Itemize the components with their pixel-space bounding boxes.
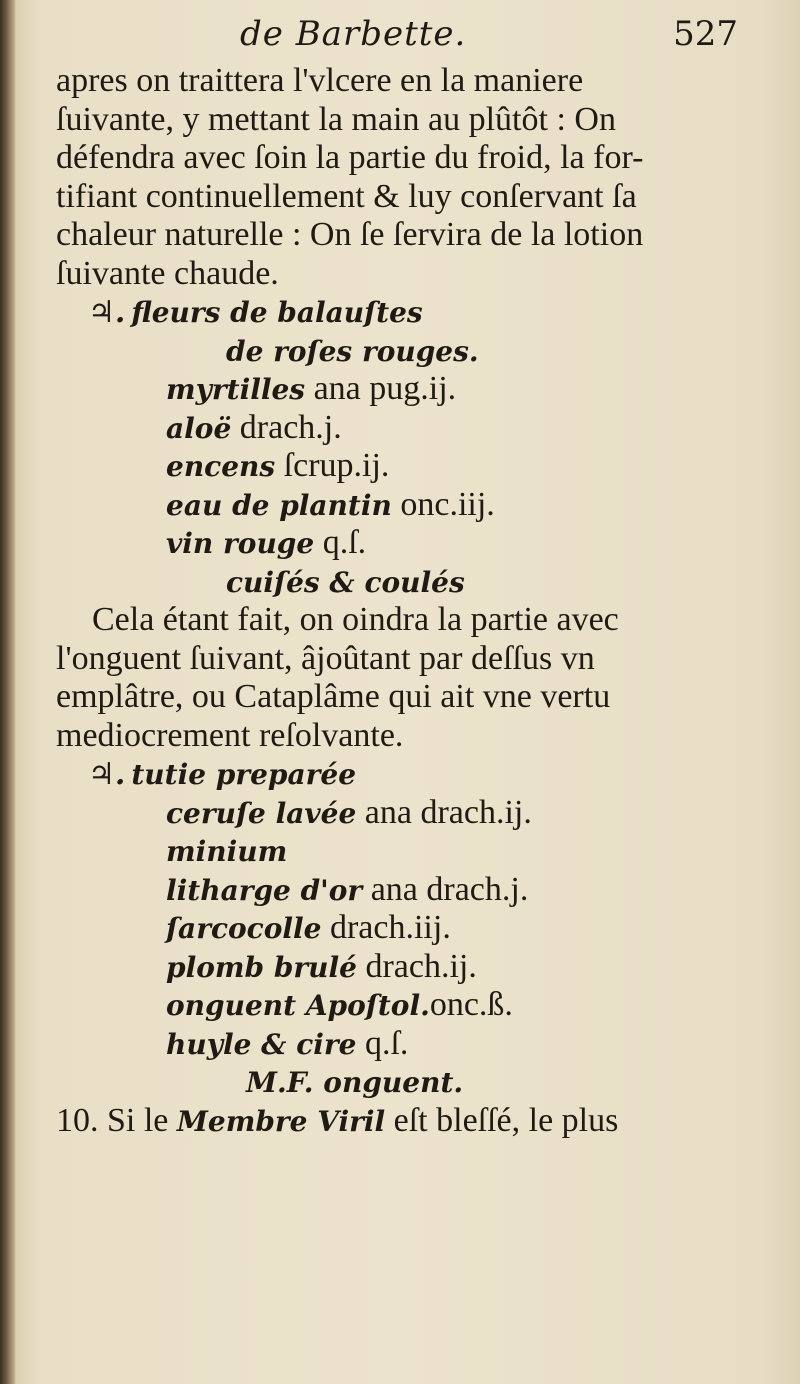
recipe-line [56, 794, 746, 833]
ingredient: de roſes rouges. [226, 334, 479, 368]
ingredient: plomb brulé [166, 950, 357, 984]
text-line: l'onguent ſuivant, âjoûtant par deſſus vn [56, 639, 595, 677]
recipe-line [56, 447, 746, 486]
text-line: ſuivante, y mettant la main au plûtôt : On [56, 100, 616, 138]
text-fragment: eſt bleſſé, le plus [385, 1101, 619, 1139]
ingredient: ſarcocolle [166, 912, 322, 945]
recipe-instruction [56, 1063, 746, 1102]
ingredient: encens [166, 450, 276, 483]
recipe-line [56, 524, 746, 563]
page-header [0, 14, 800, 64]
running-head: de Barbette. [240, 14, 467, 54]
dose: q.ſ. [356, 1024, 409, 1062]
ingredient: vin rouge [166, 527, 315, 560]
ingredient: litharge d'or [166, 873, 363, 907]
recipe-line [56, 871, 746, 910]
paragraph-1 [56, 62, 746, 293]
item-number: 10. [56, 1101, 99, 1139]
ingredient: cuiſés & coulés [226, 565, 465, 599]
dose: ana drach.j. [362, 870, 529, 908]
dose: drach.iij. [321, 909, 451, 946]
ingredient: onguent Apoſtol. [166, 989, 430, 1022]
dose: onc.ß. [429, 986, 513, 1023]
recipe-ointment [56, 755, 746, 1102]
recipe-line [56, 832, 746, 871]
dose: ſcrup.ij. [275, 447, 390, 484]
page-number: 527 [673, 14, 738, 54]
text-line: apres on traittera l'vlcere en la maniere [56, 62, 584, 99]
italic-term: Membre Viril [176, 1104, 386, 1138]
text-line: tifiant continuellement & luy conſervant ſa [56, 177, 637, 215]
paragraph-2 [56, 601, 746, 755]
recipe-line [56, 332, 746, 371]
recipe-line [56, 1025, 746, 1064]
ingredient: fleurs de balauſtes [131, 296, 423, 329]
recipe-line [56, 755, 746, 794]
recipe-line [56, 293, 746, 332]
recipe-lotion [56, 293, 746, 601]
recipe-symbol: ♃. [88, 757, 126, 792]
ingredient: minium [166, 835, 288, 868]
recipe-line [56, 409, 746, 448]
ingredient: huyle & cire [166, 1027, 357, 1061]
binding-gutter [0, 0, 16, 1384]
text-line: emplâtre, ou Cataplâme qui ait vne vertu [56, 678, 611, 715]
recipe-symbol: ♃. [88, 295, 126, 330]
ingredient: ceruſe lavée [166, 796, 357, 830]
dose: drach.ij. [356, 947, 477, 985]
recipe-line [56, 370, 746, 409]
text-fragment: Si le [98, 1101, 177, 1139]
page-body [56, 62, 746, 1140]
text-line: mediocrement reſolvante. [56, 716, 404, 754]
recipe-line [56, 486, 746, 525]
text-line: chaleur naturelle : On ſe ſervira de la lotion [56, 216, 644, 253]
recipe-line [56, 563, 746, 602]
dose: q.ſ. [314, 524, 367, 561]
text-line: défendra avec ſoin la partie du froid, la for- [56, 139, 644, 176]
dose: onc.iij. [391, 485, 495, 523]
ingredient: tutie preparée [131, 758, 357, 791]
ingredient: myrtilles [166, 373, 306, 406]
recipe-line [56, 909, 746, 948]
ingredient: eau de plantin [166, 488, 392, 522]
instruction-text: M.F. onguent. [246, 1066, 464, 1099]
ingredient: aloë [166, 411, 232, 445]
text-line: Cela étant fait, on oindra la partie avec [92, 601, 619, 638]
dose: ana drach.ij. [356, 793, 532, 831]
numbered-line [56, 1102, 746, 1141]
recipe-line [56, 948, 746, 987]
text-line: ſuivante chaude. [56, 254, 279, 292]
dose: ana pug.ij. [305, 370, 457, 407]
dose: drach.j. [231, 408, 342, 446]
recipe-line [56, 986, 746, 1025]
